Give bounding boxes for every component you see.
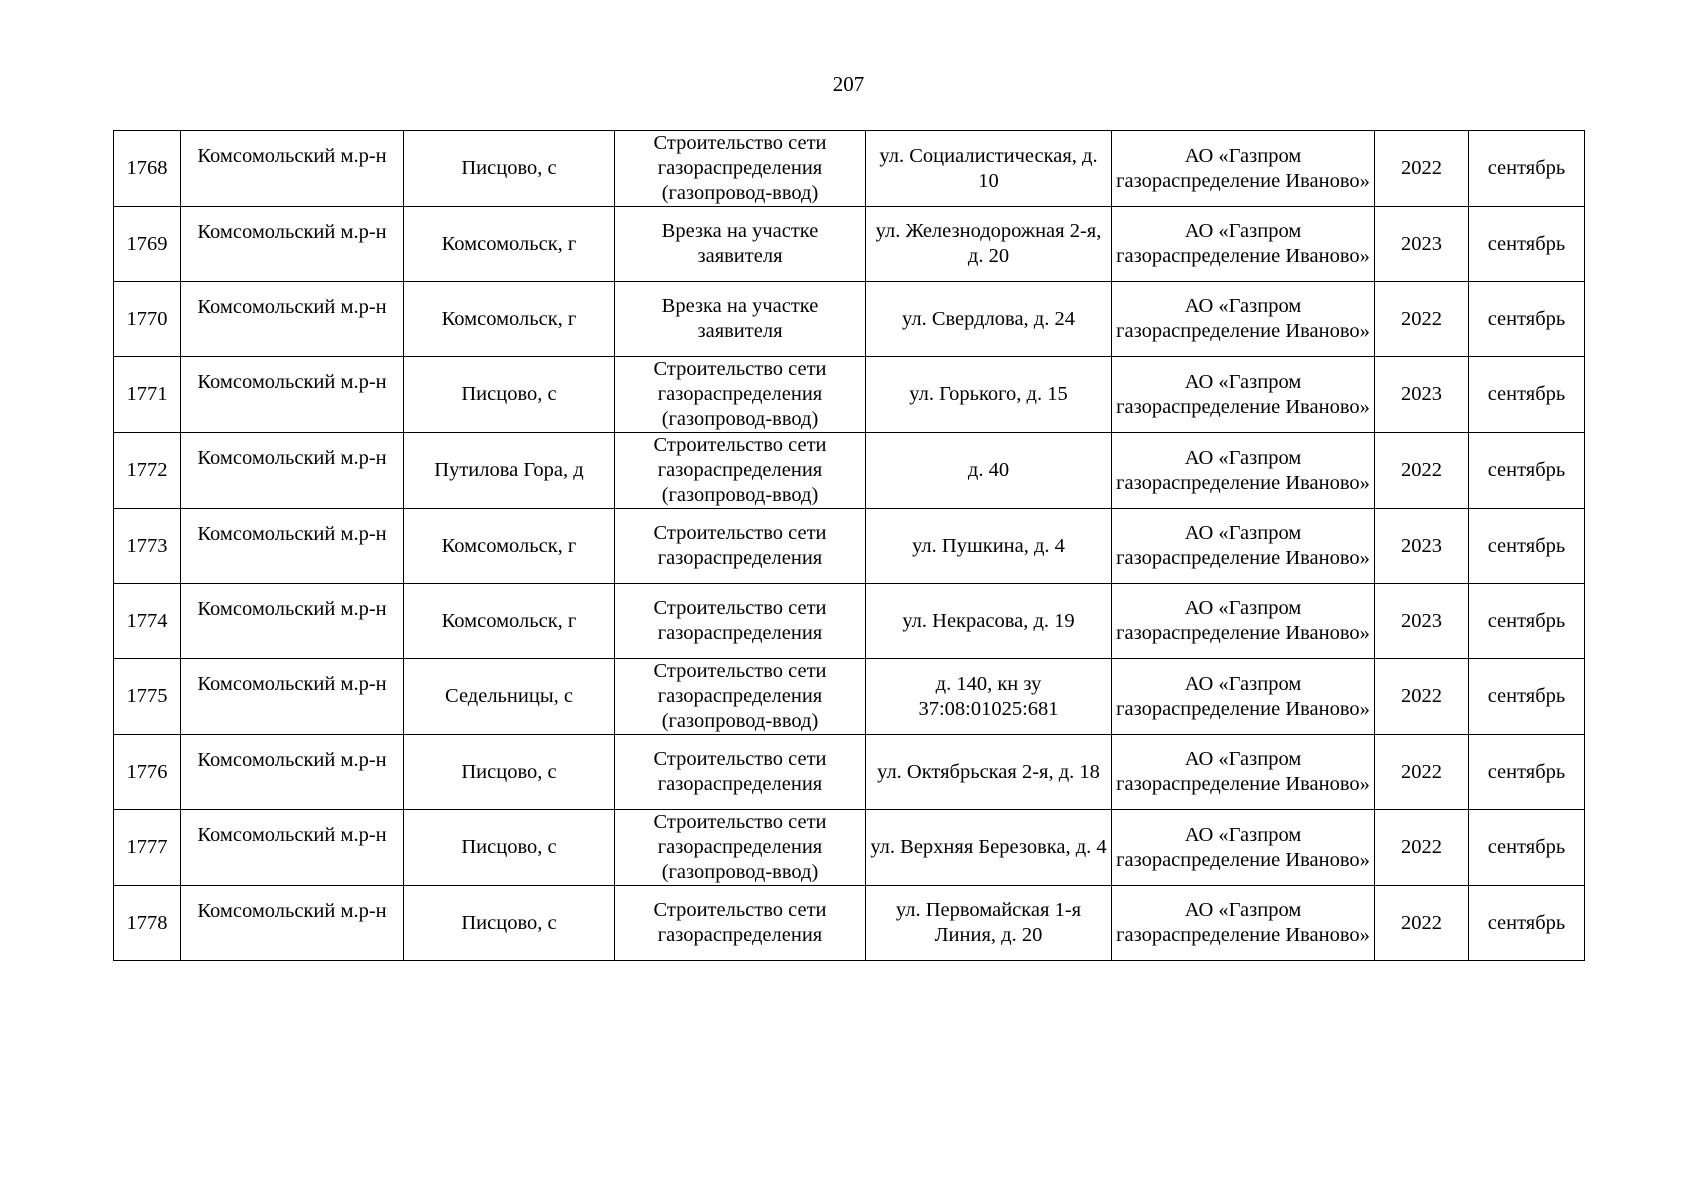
locality-cell: Писцово, с bbox=[404, 735, 615, 810]
locality-cell: Комсомольск, г bbox=[404, 282, 615, 357]
district-cell bbox=[181, 659, 404, 735]
table-row bbox=[114, 735, 1585, 810]
organization-cell: АО «Газпром газораспределение Иваново» bbox=[1112, 509, 1375, 584]
district-cell-text: Комсомольский м.р-н bbox=[197, 145, 387, 167]
district-cell-text: Комсомольский м.р-н bbox=[197, 522, 387, 545]
district-cell bbox=[181, 886, 404, 961]
district-cell bbox=[181, 282, 404, 357]
year-cell: 2022 bbox=[1375, 282, 1469, 357]
row-number-cell: 1777 bbox=[114, 810, 181, 886]
month-cell: сентябрь bbox=[1469, 886, 1585, 961]
organization-cell: АО «Газпром газораспределение Иваново» bbox=[1112, 282, 1375, 357]
district-cell-text: Комсомольский м.р-н bbox=[197, 899, 387, 922]
district-cell bbox=[181, 207, 404, 282]
locality-cell: Писцово, с bbox=[404, 357, 615, 433]
district-cell bbox=[181, 357, 404, 433]
district-cell bbox=[181, 584, 404, 659]
district-cell-text: Комсомольский м.р-н bbox=[197, 220, 387, 243]
work-type-cell: Строительство сети газораспределения (газопровод-ввод) bbox=[615, 810, 866, 886]
address-cell: д. 140, кн зу 37:08:01025:681 bbox=[866, 659, 1112, 735]
row-number-cell: 1768 bbox=[114, 131, 181, 207]
organization-cell: АО «Газпром газораспределение Иваново» bbox=[1112, 207, 1375, 282]
organization-cell: АО «Газпром газораспределение Иваново» bbox=[1112, 659, 1375, 735]
year-cell: 2022 bbox=[1375, 810, 1469, 886]
table-row bbox=[114, 659, 1585, 735]
row-number-cell: 1770 bbox=[114, 282, 181, 357]
table-row bbox=[114, 810, 1585, 886]
gas-connection-table bbox=[113, 130, 1585, 961]
locality-cell: Писцово, с bbox=[404, 810, 615, 886]
district-cell-text: Комсомольский м.р-н bbox=[197, 597, 387, 620]
organization-cell: АО «Газпром газораспределение Иваново» bbox=[1112, 584, 1375, 659]
month-cell: сентябрь bbox=[1469, 659, 1585, 735]
year-cell: 2022 bbox=[1375, 433, 1469, 509]
district-cell-text: Комсомольский м.р-н bbox=[197, 748, 387, 771]
table-row bbox=[114, 357, 1585, 433]
work-type-cell: Строительство сети газораспределения bbox=[615, 886, 866, 961]
district-cell bbox=[181, 509, 404, 584]
year-cell: 2022 bbox=[1375, 659, 1469, 735]
month-cell: сентябрь bbox=[1469, 433, 1585, 509]
organization-cell: АО «Газпром газораспределение Иваново» bbox=[1112, 131, 1375, 207]
month-cell: сентябрь bbox=[1469, 509, 1585, 584]
row-number-cell: 1775 bbox=[114, 659, 181, 735]
month-cell: сентябрь bbox=[1469, 282, 1585, 357]
month-cell: сентябрь bbox=[1469, 810, 1585, 886]
district-cell bbox=[181, 810, 404, 886]
locality-cell: Писцово, с bbox=[404, 886, 615, 961]
district-cell-text: Комсомольский м.р-н bbox=[197, 371, 387, 393]
table-body bbox=[114, 131, 1585, 961]
district-cell bbox=[181, 433, 404, 509]
table-row bbox=[114, 282, 1585, 357]
work-type-cell: Строительство сети газораспределения bbox=[615, 735, 866, 810]
district-cell bbox=[181, 735, 404, 810]
organization-cell: АО «Газпром газораспределение Иваново» bbox=[1112, 357, 1375, 433]
table-row bbox=[114, 584, 1585, 659]
year-cell: 2023 bbox=[1375, 509, 1469, 584]
row-number-cell: 1769 bbox=[114, 207, 181, 282]
table-row bbox=[114, 207, 1585, 282]
row-number-cell: 1774 bbox=[114, 584, 181, 659]
row-number-cell: 1776 bbox=[114, 735, 181, 810]
year-cell: 2023 bbox=[1375, 207, 1469, 282]
year-cell: 2023 bbox=[1375, 357, 1469, 433]
locality-cell: Комсомольск, г bbox=[404, 509, 615, 584]
month-cell: сентябрь bbox=[1469, 207, 1585, 282]
address-cell: д. 40 bbox=[866, 433, 1112, 509]
address-cell: ул. Пушкина, д. 4 bbox=[866, 509, 1112, 584]
table-row bbox=[114, 509, 1585, 584]
year-cell: 2023 bbox=[1375, 584, 1469, 659]
year-cell: 2022 bbox=[1375, 735, 1469, 810]
work-type-cell: Врезка на участке заявителя bbox=[615, 207, 866, 282]
locality-cell: Седельницы, с bbox=[404, 659, 615, 735]
row-number-cell: 1778 bbox=[114, 886, 181, 961]
district-cell bbox=[181, 131, 404, 207]
organization-cell: АО «Газпром газораспределение Иваново» bbox=[1112, 886, 1375, 961]
address-cell: ул. Некрасова, д. 19 bbox=[866, 584, 1112, 659]
district-cell-text: Комсомольский м.р-н bbox=[197, 447, 387, 469]
district-cell-text: Комсомольский м.р-н bbox=[197, 673, 387, 695]
address-cell: ул. Верхняя Березовка, д. 4 bbox=[866, 810, 1112, 886]
address-cell: ул. Социалистическая, д. 10 bbox=[866, 131, 1112, 207]
page-number: 207 bbox=[832, 72, 865, 96]
work-type-cell: Строительство сети газораспределения (газопровод-ввод) bbox=[615, 357, 866, 433]
work-type-cell: Строительство сети газораспределения bbox=[615, 509, 866, 584]
row-number-cell: 1773 bbox=[114, 509, 181, 584]
row-number-cell: 1772 bbox=[114, 433, 181, 509]
work-type-cell: Строительство сети газораспределения bbox=[615, 584, 866, 659]
address-cell: ул. Горького, д. 15 bbox=[866, 357, 1112, 433]
year-cell: 2022 bbox=[1375, 131, 1469, 207]
table-row bbox=[114, 886, 1585, 961]
locality-cell: Писцово, с bbox=[404, 131, 615, 207]
address-cell: ул. Свердлова, д. 24 bbox=[866, 282, 1112, 357]
locality-cell: Комсомольск, г bbox=[404, 584, 615, 659]
work-type-cell: Строительство сети газораспределения (газопровод-ввод) bbox=[615, 131, 866, 207]
month-cell: сентябрь bbox=[1469, 131, 1585, 207]
month-cell: сентябрь bbox=[1469, 357, 1585, 433]
month-cell: сентябрь bbox=[1469, 735, 1585, 810]
organization-cell: АО «Газпром газораспределение Иваново» bbox=[1112, 433, 1375, 509]
work-type-cell: Строительство сети газораспределения (газопровод-ввод) bbox=[615, 433, 866, 509]
locality-cell: Комсомольск, г bbox=[404, 207, 615, 282]
row-number-cell: 1771 bbox=[114, 357, 181, 433]
district-cell-text: Комсомольский м.р-н bbox=[197, 295, 387, 318]
locality-cell: Путилова Гора, д bbox=[404, 433, 615, 509]
work-type-cell: Врезка на участке заявителя bbox=[615, 282, 866, 357]
table-row bbox=[114, 433, 1585, 509]
organization-cell: АО «Газпром газораспределение Иваново» bbox=[1112, 810, 1375, 886]
address-cell: ул. Железнодорожная 2-я, д. 20 bbox=[866, 207, 1112, 282]
district-cell-text: Комсомольский м.р-н bbox=[197, 824, 387, 846]
address-cell: ул. Октябрьская 2-я, д. 18 bbox=[866, 735, 1112, 810]
organization-cell: АО «Газпром газораспределение Иваново» bbox=[1112, 735, 1375, 810]
year-cell: 2022 bbox=[1375, 886, 1469, 961]
month-cell: сентябрь bbox=[1469, 584, 1585, 659]
table-row bbox=[114, 131, 1585, 207]
work-type-cell: Строительство сети газораспределения (газопровод-ввод) bbox=[615, 659, 866, 735]
address-cell: ул. Первомайская 1-я Линия, д. 20 bbox=[866, 886, 1112, 961]
